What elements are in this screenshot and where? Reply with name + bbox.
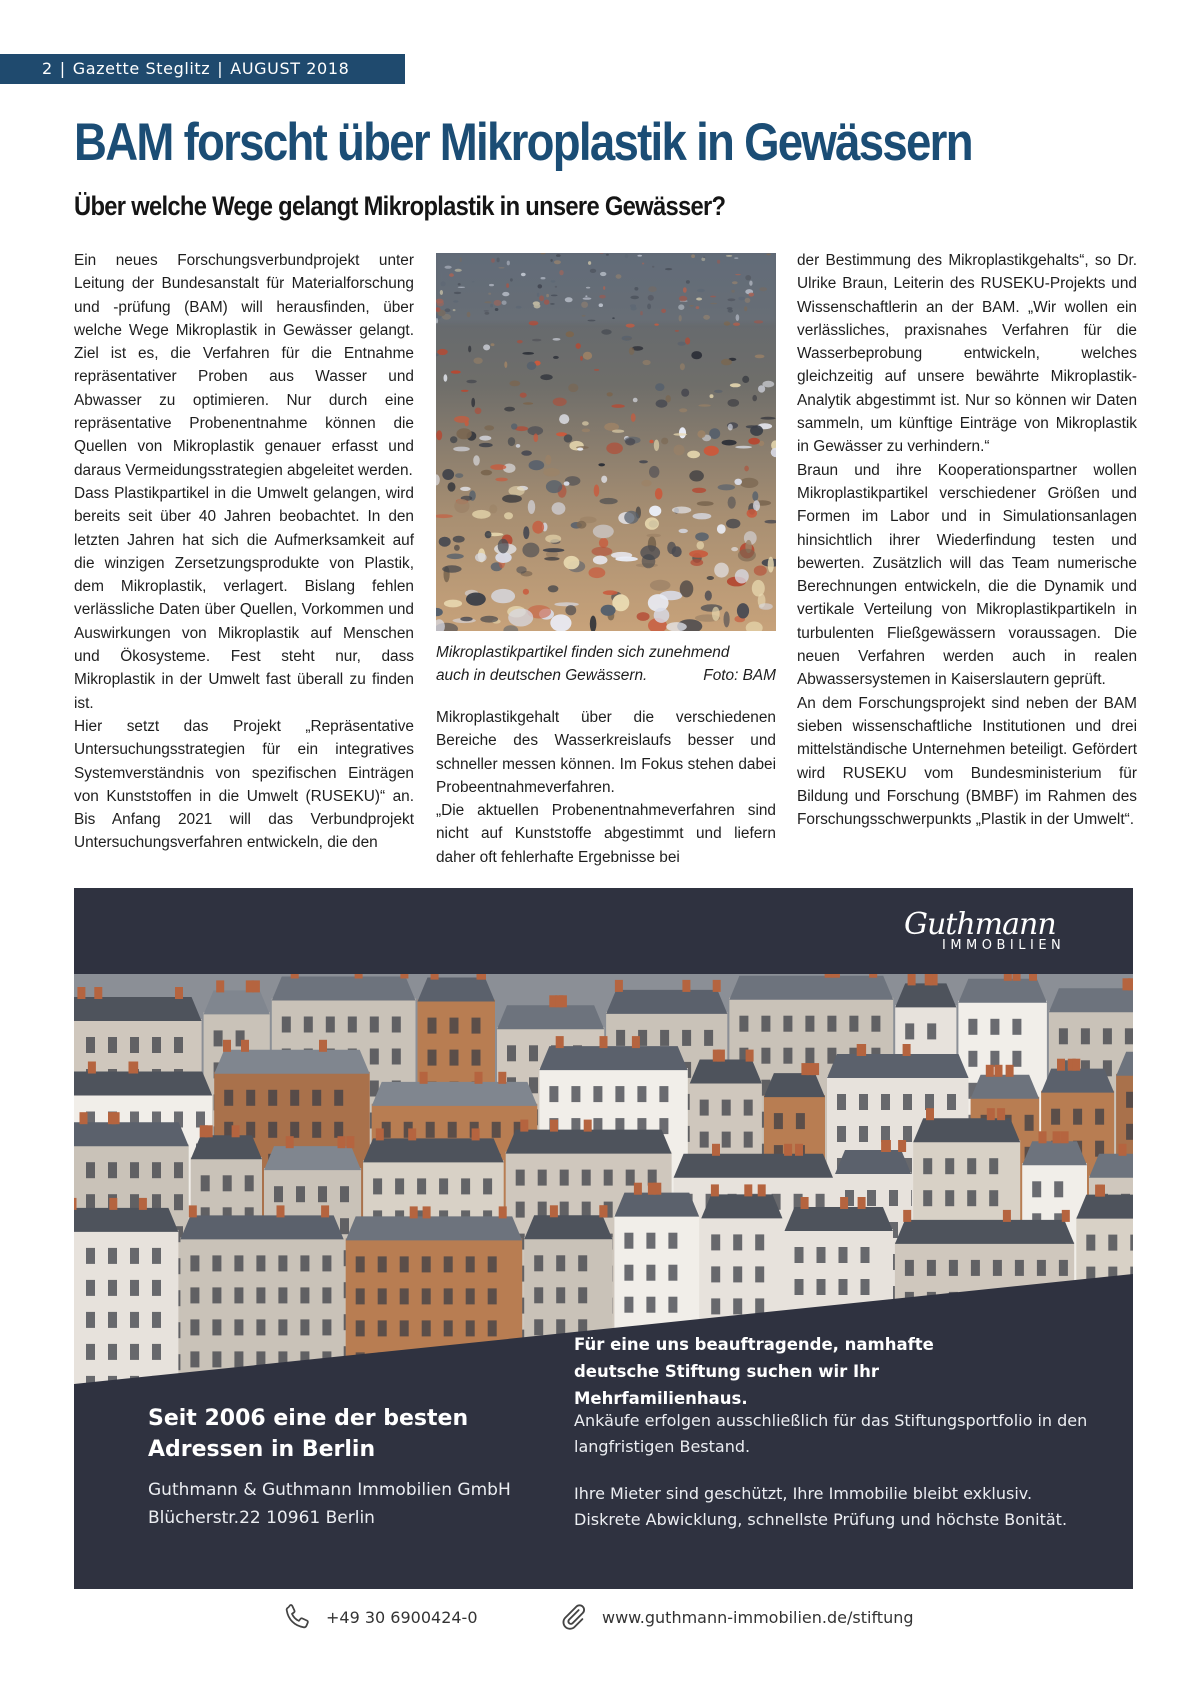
- paragraph: Ein neues Forschungsverbundprojekt unter Leitung der Bundesanstalt für Materialforschung und -prüfung (BAM) will herausfinden, über welche Wege Mikroplastik in Gewässer gelangt. Ziel ist es, die Verfahren für die Entnahme repräsentativer Proben aus Wasser und Abwasser zu optimieren. Nur durch eine repräsentative Probenentnahme können die Quellen von Mikroplastik genauer erfasst und daraus Vermeidungsstrategien abgeleitet werden.: [74, 252, 414, 479]
- ad-headline: Für eine uns beauftragende, namhafte deutsche Stiftung suchen wir Ihr Mehrfamilienhaus.: [574, 1335, 934, 1408]
- paragraph: Braun und ihre Kooperationspartner wollen Mikroplastikpartikel verschiedener Größen und Formen im Labor und in Simulationsanlagen hinsichtlich ihrer Wiederfindung testen und bewerten. Zusätzlich will das Team numerische Berechnungen entwickeln, die die Dynamik und vertikale Verteilung von Mikroplastikpartikeln in turbulenten Fließgewässern voraussagen. Die neuen Verfahren werden auch in realen Abwassersystemen in Kaiserslautern geprüft.: [797, 461, 1137, 689]
- paragraph: der Bestimmung des Mikroplastikgehalts“, so Dr. Ulrike Braun, Leiterin des RUSEKU-Projekts und Wissenschaftlerin an der BAM. „Wir wollen ein verlässliches, praxisnahes Verfahren für die Wasserbeprobung entwickeln, welches gleichzeitig auf unsere bewährte Mikroplastik-Analytik abgestimmt ist. Nur so können wir Daten sammeln, um künftige Einträge von Mikroplastik in Gewässer zu verhindern.“: [797, 252, 1137, 456]
- ad-tagline: Seit 2006 eine der besten Adressen in Berlin: [148, 1406, 469, 1462]
- phone-icon: [282, 1602, 312, 1632]
- company-name: Guthmann & Guthmann Immobilien GmbH: [148, 1480, 511, 1500]
- page-header-bar: 2 | Gazette Steglitz | AUGUST 2018: [0, 54, 405, 84]
- paragraph: Mikroplastikgehalt über die verschiedenen Bereiche des Wasserkreislaufs besser und schneller messen können. Im Fokus stehen dabei Probeentnahmeverfahren.: [436, 709, 776, 796]
- ad-info-2: Ihre Mieter sind geschützt, Ihre Immobilie bleibt exklusiv. Diskrete Abwicklung, schnellste Prüfung und höchste Bonität.: [574, 1484, 1068, 1529]
- photo-credit: Foto: BAM: [703, 667, 776, 685]
- guthmann-advertisement: [74, 888, 1133, 1589]
- company-address: Blücherstr.22 10961 Berlin: [148, 1508, 375, 1528]
- article-column-2: [436, 706, 776, 869]
- phone-number: +49 30 6900424-0: [326, 1607, 478, 1627]
- photo-caption: [436, 641, 776, 688]
- ad-company-block: [148, 1476, 568, 1532]
- article-column-3: [797, 249, 1137, 831]
- caption-line-2: auch in deutschen Gewässern.: [436, 667, 648, 685]
- logo-script: Guthmann: [904, 907, 1056, 942]
- phone-contact[interactable]: [282, 1597, 478, 1637]
- paragraph: An dem Forschungsprojekt sind neben der BAM sieben wissenschaftliche Institutionen und drei mittelständische Unternehmen beteiligt. Gefördert wird RUSEKU vom Bundesministerium für Bildung und Forschung (BMBF) im Rahmen des Forschungsschwerpunkts „Plastik in der Umwelt“.: [797, 694, 1137, 829]
- page-number: 2: [42, 59, 53, 78]
- paperclip-icon: [558, 1602, 588, 1632]
- issue-date: AUGUST 2018: [230, 59, 350, 78]
- caption-line-1: Mikroplastikpartikel finden sich zunehmend: [436, 644, 730, 661]
- article-headline: BAM forscht über Mikroplastik in Gewässern: [74, 113, 972, 172]
- guthmann-logo: [904, 908, 1104, 960]
- article-column-1: [74, 249, 414, 855]
- website-url: www.guthmann-immobilien.de/stiftung: [602, 1607, 914, 1627]
- paragraph: Dass Plastikpartikel in die Umwelt gelangen, wird bereits seit über 40 Jahren beobachtet. In den letzten Jahren hat sich die Aufmerksamkeit auf die winzigen Zersetzungsprodukte von Plastik, dem Mikroplastik, verlagert. Bislang fehlen verlässliche Daten über Quellen, Vorkommen und Auswirkungen von Mikroplastik auf Menschen und Ökosysteme. Fest steht nur, dass Mikroplastik in der Umwelt fast überall zu finden ist.: [74, 484, 414, 712]
- microplastic-photo-graphic: [436, 253, 776, 631]
- publication-name: Gazette Steglitz: [72, 59, 211, 78]
- article-subheadline: Über welche Wege gelangt Mikroplastik in unsere Gewässer?: [74, 191, 726, 221]
- paragraph: Hier setzt das Projekt „Repräsentative Untersuchungsstrategien für ein integratives Systemverständnis von spezifischen Einträgen von Kunststoffen in die Umwelt (RUSEKU)“ an. Bis Anfang 2021 will das Verbundprojekt Untersuchungsverfahren entwickeln, die den: [74, 717, 414, 852]
- website-link[interactable]: [558, 1597, 914, 1637]
- paragraph: „Die aktuellen Probenentnahmeverfahren sind nicht auf Kunststoffe abgestimmt und liefern daher oft fehlerhafte Ergebnisse bei: [436, 802, 776, 866]
- microplastic-photo: [436, 253, 776, 631]
- ad-info-1: Ankäufe erfolgen ausschließlich für das Stiftungsportfolio in den langfristigen Bestand.: [574, 1411, 1088, 1456]
- logo-wordmark: IMMOBILIEN: [942, 938, 1066, 953]
